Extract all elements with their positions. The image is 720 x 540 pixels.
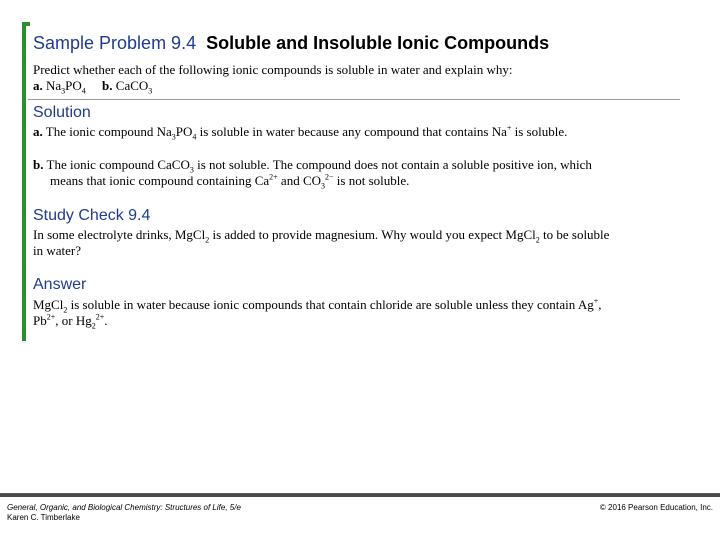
footer-author: Karen C. Timberlake	[7, 513, 80, 522]
part-b-formula: CaCO$_3$	[115, 78, 153, 96]
page-title	[33, 33, 549, 54]
footer-bar	[0, 494, 720, 497]
footer-citation	[7, 503, 241, 523]
prompt-text: Predict whether each of the following ionic compounds is soluble in water and explain why:	[33, 62, 513, 77]
accent-left-bar	[22, 22, 26, 341]
answer-heading: Answer	[33, 276, 87, 293]
solution-part-b: b. The ionic compound CaCO$_3$ is not soluble. The compound does not contain a soluble positive ion, which means that ionic compound containing $Ca^{2+}$ and $CO_3^{2-}$ is not soluble.	[33, 157, 592, 191]
study-check-text: In some electrolyte drinks, MgCl$_2$ is added to provide magnesium. Why would you expect MgCl$_2$ to be soluble in water?	[33, 227, 610, 258]
accent-top-bar	[22, 22, 30, 26]
sample-problem-label: Sample Problem 9.4	[33, 33, 197, 53]
answer-text: MgCl$_2$ is soluble in water because ionic compounds that contain chloride are soluble unless they contain Ag+, $Pb^{2+}$, or $Hg_2^{2+}$.	[33, 296, 602, 331]
divider	[28, 99, 680, 100]
part-a-label: a.	[33, 78, 43, 93]
part-b-label: b.	[102, 78, 113, 93]
solution-heading: Solution	[33, 104, 91, 121]
prompt-parts	[33, 78, 512, 94]
footer-copyright: © 2016 Pearson Education, Inc.	[599, 503, 713, 512]
part-a-formula: $Na_3PO_4$	[46, 78, 86, 96]
solution-part-a: a. The ionic compound $Na_3PO_4$ is soluble in water because any compound that contains Na+ is soluble.	[33, 123, 568, 142]
footer-book-title: General, Organic, and Biological Chemistry: Structures of Life, 5/e	[7, 503, 241, 512]
sample-problem-topic: Soluble and Insoluble Ionic Compounds	[206, 33, 550, 53]
problem-prompt	[33, 62, 512, 94]
study-check-heading: Study Check 9.4	[33, 207, 151, 224]
